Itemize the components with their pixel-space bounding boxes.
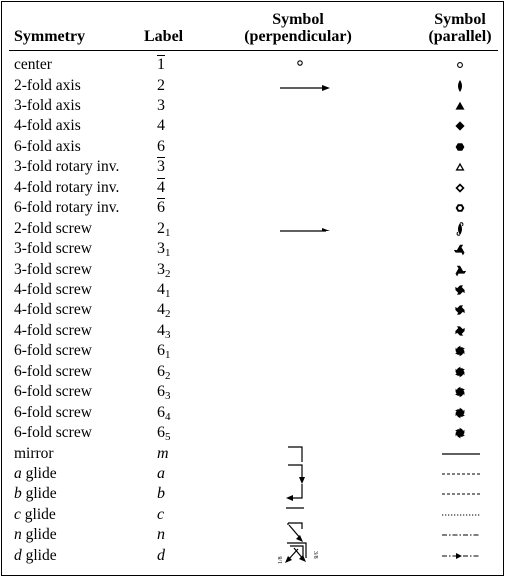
hexagon-screw-4-symbol-icon [455, 407, 465, 418]
parallel-symbol [430, 260, 490, 280]
parallel-symbol [430, 300, 490, 320]
table-row [0, 137, 505, 158]
symmetry-name [14, 179, 119, 197]
header-label: Label [144, 28, 184, 45]
label-base: 6 [157, 342, 165, 360]
perpendicular-symbol [270, 219, 340, 239]
symmetry-label [157, 220, 171, 238]
symmetry-name-text: 6-fold screw [14, 424, 92, 442]
symmetry-name [14, 220, 92, 238]
symmetry-name-text: mirror [14, 444, 54, 462]
table-row [0, 362, 505, 383]
symmetry-name [14, 77, 81, 95]
symmetry-label [157, 261, 171, 279]
symmetry-label [157, 404, 171, 422]
diamond-screw-3-symbol-icon [455, 326, 464, 335]
label-subscript: 3 [165, 390, 171, 403]
symmetry-name [14, 506, 56, 524]
symmetry-name [14, 363, 92, 381]
header-par-line2: (parallel) [428, 28, 492, 45]
label-base: a [157, 465, 165, 482]
symmetry-name [14, 138, 81, 156]
symmetry-name-text: 2-fold axis [14, 76, 81, 94]
table-row [0, 341, 505, 362]
circle-symbol-icon [298, 61, 302, 65]
perpendicular-symbol [270, 484, 340, 504]
table-row [0, 219, 505, 240]
symmetry-label [157, 363, 171, 381]
parallel-symbol [430, 505, 490, 525]
header-symmetry: Symmetry [14, 28, 86, 45]
perpendicular-symbol [270, 280, 340, 300]
parallel-symbol [430, 198, 490, 218]
header-rule [9, 50, 498, 51]
perpendicular-symbol [270, 178, 340, 198]
parallel-symbol [430, 96, 490, 116]
symmetry-name-text: 4-fold axis [14, 117, 81, 135]
symmetry-name-text: 6-fold axis [14, 137, 81, 155]
label-base: 4 [157, 301, 165, 319]
parallel-symbol [430, 116, 490, 136]
glide-left-symbol-icon [286, 484, 302, 501]
diamond-symbol-icon [455, 122, 464, 131]
table-row [0, 444, 505, 465]
symmetry-name [14, 261, 92, 279]
label-base: 2 [157, 76, 165, 94]
symmetry-label [157, 301, 171, 319]
label-subscript: 4 [165, 410, 171, 423]
symmetry-name-text: 3-fold axis [14, 96, 81, 114]
symmetry-name-text: 6-fold screw [14, 383, 92, 401]
lens-screw-symbol-icon [457, 222, 463, 234]
label-base: 6 [157, 424, 165, 442]
symmetry-label [157, 383, 171, 401]
perpendicular-symbol [270, 76, 340, 96]
glide-d-fraction-bottom: 1/8 [278, 556, 284, 564]
symmetry-label [157, 138, 165, 156]
table-row [0, 198, 505, 219]
symmetry-name-text: 6-fold screw [14, 403, 92, 421]
parallel-symbol [430, 55, 490, 75]
symmetry-name [14, 199, 119, 217]
parallel-symbol [430, 341, 490, 361]
label-subscript: 1 [165, 226, 171, 239]
symmetry-name-italic: c [14, 505, 21, 523]
label-base: 3 [157, 158, 165, 176]
symmetry-name-text: 2-fold screw [14, 219, 92, 237]
table-row [0, 382, 505, 403]
symmetry-name [14, 465, 57, 483]
symmetry-label [157, 506, 164, 524]
label-subscript: 2 [165, 308, 171, 321]
symmetry-name-text: 6-fold rotary inv. [14, 199, 120, 217]
label-base: 3 [157, 240, 165, 257]
triangle-symbol-icon [456, 102, 465, 110]
label-base: 6 [157, 383, 165, 401]
table-row [0, 178, 505, 199]
perpendicular-symbol [270, 239, 340, 259]
table-row [0, 76, 505, 97]
symmetry-name-italic: b [14, 485, 22, 503]
parallel-symbol [430, 382, 490, 402]
perpendicular-symbol [270, 444, 340, 464]
hexagon-screw-1-symbol-icon [455, 346, 465, 357]
hexagon-screw-2-symbol-icon [455, 366, 465, 377]
arrow-symbol-icon [280, 85, 330, 91]
perpendicular-symbol [270, 116, 340, 136]
perpendicular-symbol [270, 321, 340, 341]
label-base: m [157, 444, 169, 462]
symmetry-name-italic: a [14, 465, 22, 482]
symmetry-label [157, 485, 165, 503]
perpendicular-symbol [270, 464, 340, 484]
symmetry-label [157, 199, 165, 217]
symmetry-label [157, 240, 171, 258]
label-base: 6 [157, 362, 165, 380]
symmetry-name-text: 4-fold rotary inv. [14, 178, 120, 196]
symmetry-label [157, 117, 165, 135]
line-dashdot-arrow-symbol-icon [442, 553, 480, 559]
table-row [0, 116, 505, 137]
symmetry-name-text: glide [21, 546, 57, 564]
label-subscript: 1 [165, 349, 171, 362]
perpendicular-symbol [270, 198, 340, 218]
glide-down-symbol-icon [288, 465, 305, 484]
parallel-symbol [430, 239, 490, 259]
symmetry-name [14, 485, 57, 503]
symmetry-name [14, 342, 92, 360]
hexagon-inv-symbol-icon [456, 204, 465, 212]
perpendicular-symbol [270, 137, 340, 157]
symmetry-label [157, 322, 171, 340]
perpendicular-symbol [270, 260, 340, 280]
label-base: 1 [157, 56, 165, 73]
perpendicular-symbol [270, 55, 340, 75]
symmetry-name-text: glide [21, 465, 57, 482]
symmetry-name [14, 97, 81, 115]
parallel-symbol [430, 525, 490, 545]
symmetry-name-text: glide [21, 526, 57, 544]
symmetry-name-text: 4-fold screw [14, 321, 92, 339]
label-base: d [157, 546, 165, 564]
parallel-symbol [430, 157, 490, 177]
label-base: 3 [157, 260, 165, 278]
perpendicular-symbol [270, 423, 340, 443]
table-row [0, 96, 505, 117]
table-row [0, 300, 505, 321]
label-subscript: 1 [165, 287, 171, 300]
label-base: 6 [157, 199, 165, 217]
parallel-symbol [430, 423, 490, 443]
perpendicular-symbol [270, 157, 340, 177]
triangle-inv-symbol-icon [456, 163, 465, 171]
hexagon-symbol-icon [456, 143, 465, 151]
parallel-symbol [430, 219, 490, 239]
table-row [0, 157, 505, 178]
label-base: 4 [157, 321, 165, 339]
label-subscript: 2 [165, 369, 171, 382]
table-row [0, 546, 505, 567]
symmetry-label [157, 547, 165, 565]
symmetry-name-text: 6-fold screw [14, 342, 92, 360]
symmetry-label [157, 158, 165, 176]
triangle-screw-1-symbol-icon [454, 245, 465, 256]
symmetry-name-text: center [14, 56, 52, 73]
table-row [0, 280, 505, 301]
symmetry-label [157, 424, 171, 442]
label-base: b [157, 485, 165, 503]
parallel-symbol [430, 464, 490, 484]
glide-n-symbol-icon [288, 523, 303, 542]
table-row [0, 464, 505, 485]
symmetry-label [157, 56, 165, 74]
diamond-screw-2-symbol-icon [455, 306, 464, 315]
label-base: 6 [157, 403, 165, 421]
triangle-screw-2-symbol-icon [455, 265, 466, 276]
circle-symbol-icon [458, 63, 463, 68]
label-base: c [157, 505, 165, 523]
perpendicular-symbol [270, 341, 340, 361]
header-par-line1: Symbol [434, 11, 486, 28]
parallel-symbol [430, 546, 490, 566]
symmetry-name-text: glide [21, 485, 57, 503]
lens-symbol-icon [458, 80, 462, 92]
label-subscript: 1 [165, 247, 171, 259]
symmetry-name [14, 547, 57, 565]
symmetry-name-text: glide [20, 505, 56, 523]
perpendicular-symbol [270, 382, 340, 402]
diamond-inv-symbol-icon [455, 183, 464, 192]
parallel-symbol [430, 321, 490, 341]
symmetry-label [157, 97, 165, 115]
symmetry-label [157, 526, 165, 544]
symmetry-name [14, 383, 92, 401]
symmetry-name-text: 6-fold screw [14, 362, 92, 380]
parallel-symbol [430, 76, 490, 96]
table-row [0, 55, 505, 76]
symmetry-name [14, 240, 92, 258]
glide-d-fraction-top: 3/8 [312, 550, 318, 559]
table-row [0, 239, 505, 260]
symmetry-label [157, 179, 165, 197]
parallel-symbol [430, 178, 490, 198]
label-base: 3 [157, 96, 165, 114]
symmetry-label [157, 445, 169, 463]
symmetry-label [157, 77, 165, 95]
table-row [0, 484, 505, 505]
symmetry-name [14, 301, 92, 319]
symmetry-name [14, 281, 92, 299]
header-perp-line2: (perpendicular) [244, 28, 352, 45]
parallel-symbol [430, 403, 490, 423]
perpendicular-symbol [270, 403, 340, 423]
arrow-half-symbol-icon [280, 228, 330, 231]
parallel-symbol [430, 484, 490, 504]
parallel-symbol [430, 362, 490, 382]
symmetry-name-italic: n [14, 526, 22, 544]
symmetry-name-italic: d [14, 546, 22, 564]
symmetry-name-text: 4-fold screw [14, 280, 92, 298]
symmetry-label [157, 465, 165, 483]
symmetry-name-text: 3-fold screw [14, 240, 92, 257]
table-row [0, 505, 505, 526]
table-row [0, 403, 505, 424]
diamond-screw-1-symbol-icon [455, 285, 464, 294]
parallel-symbol [430, 444, 490, 464]
label-subscript: 5 [165, 431, 171, 444]
symmetry-name [14, 526, 57, 544]
label-base: n [157, 526, 165, 544]
symmetry-name-text: 3-fold rotary inv. [14, 158, 120, 176]
symmetry-name [14, 424, 92, 442]
mirror-symbol-icon [288, 447, 302, 462]
perpendicular-symbol [270, 96, 340, 116]
symmetry-label [157, 342, 171, 360]
symmetry-name [14, 404, 92, 422]
perpendicular-symbol [270, 505, 340, 525]
table-row [0, 321, 505, 342]
perpendicular-symbol [270, 546, 340, 566]
label-base: 6 [157, 137, 165, 155]
header-symbol-perpendicular [232, 11, 364, 45]
table-row [0, 525, 505, 546]
label-subscript: 2 [165, 267, 171, 280]
symmetry-name [14, 158, 119, 176]
glide-d-symbol-icon [285, 543, 306, 563]
symmetry-name [14, 56, 52, 74]
symmetry-name [14, 322, 92, 340]
label-base: 4 [157, 280, 165, 298]
hexagon-screw-5-symbol-icon [455, 428, 465, 439]
parallel-symbol [430, 280, 490, 300]
perpendicular-symbol [270, 300, 340, 320]
header-symbol-parallel [418, 11, 502, 45]
parallel-symbol [430, 137, 490, 157]
label-subscript: 3 [165, 328, 171, 341]
header-perp-line1: Symbol [272, 11, 324, 28]
symmetry-label [157, 281, 171, 299]
label-base: 4 [157, 117, 165, 135]
label-base: 4 [157, 178, 165, 196]
symmetry-name [14, 445, 54, 463]
table-row [0, 423, 505, 444]
symmetry-name-text: 3-fold screw [14, 260, 92, 278]
symmetry-name-text: 4-fold screw [14, 301, 92, 319]
table-row [0, 260, 505, 281]
label-base: 2 [157, 219, 165, 237]
perpendicular-symbol [270, 362, 340, 382]
hexagon-screw-3-symbol-icon [455, 387, 465, 398]
symmetry-name [14, 117, 81, 135]
